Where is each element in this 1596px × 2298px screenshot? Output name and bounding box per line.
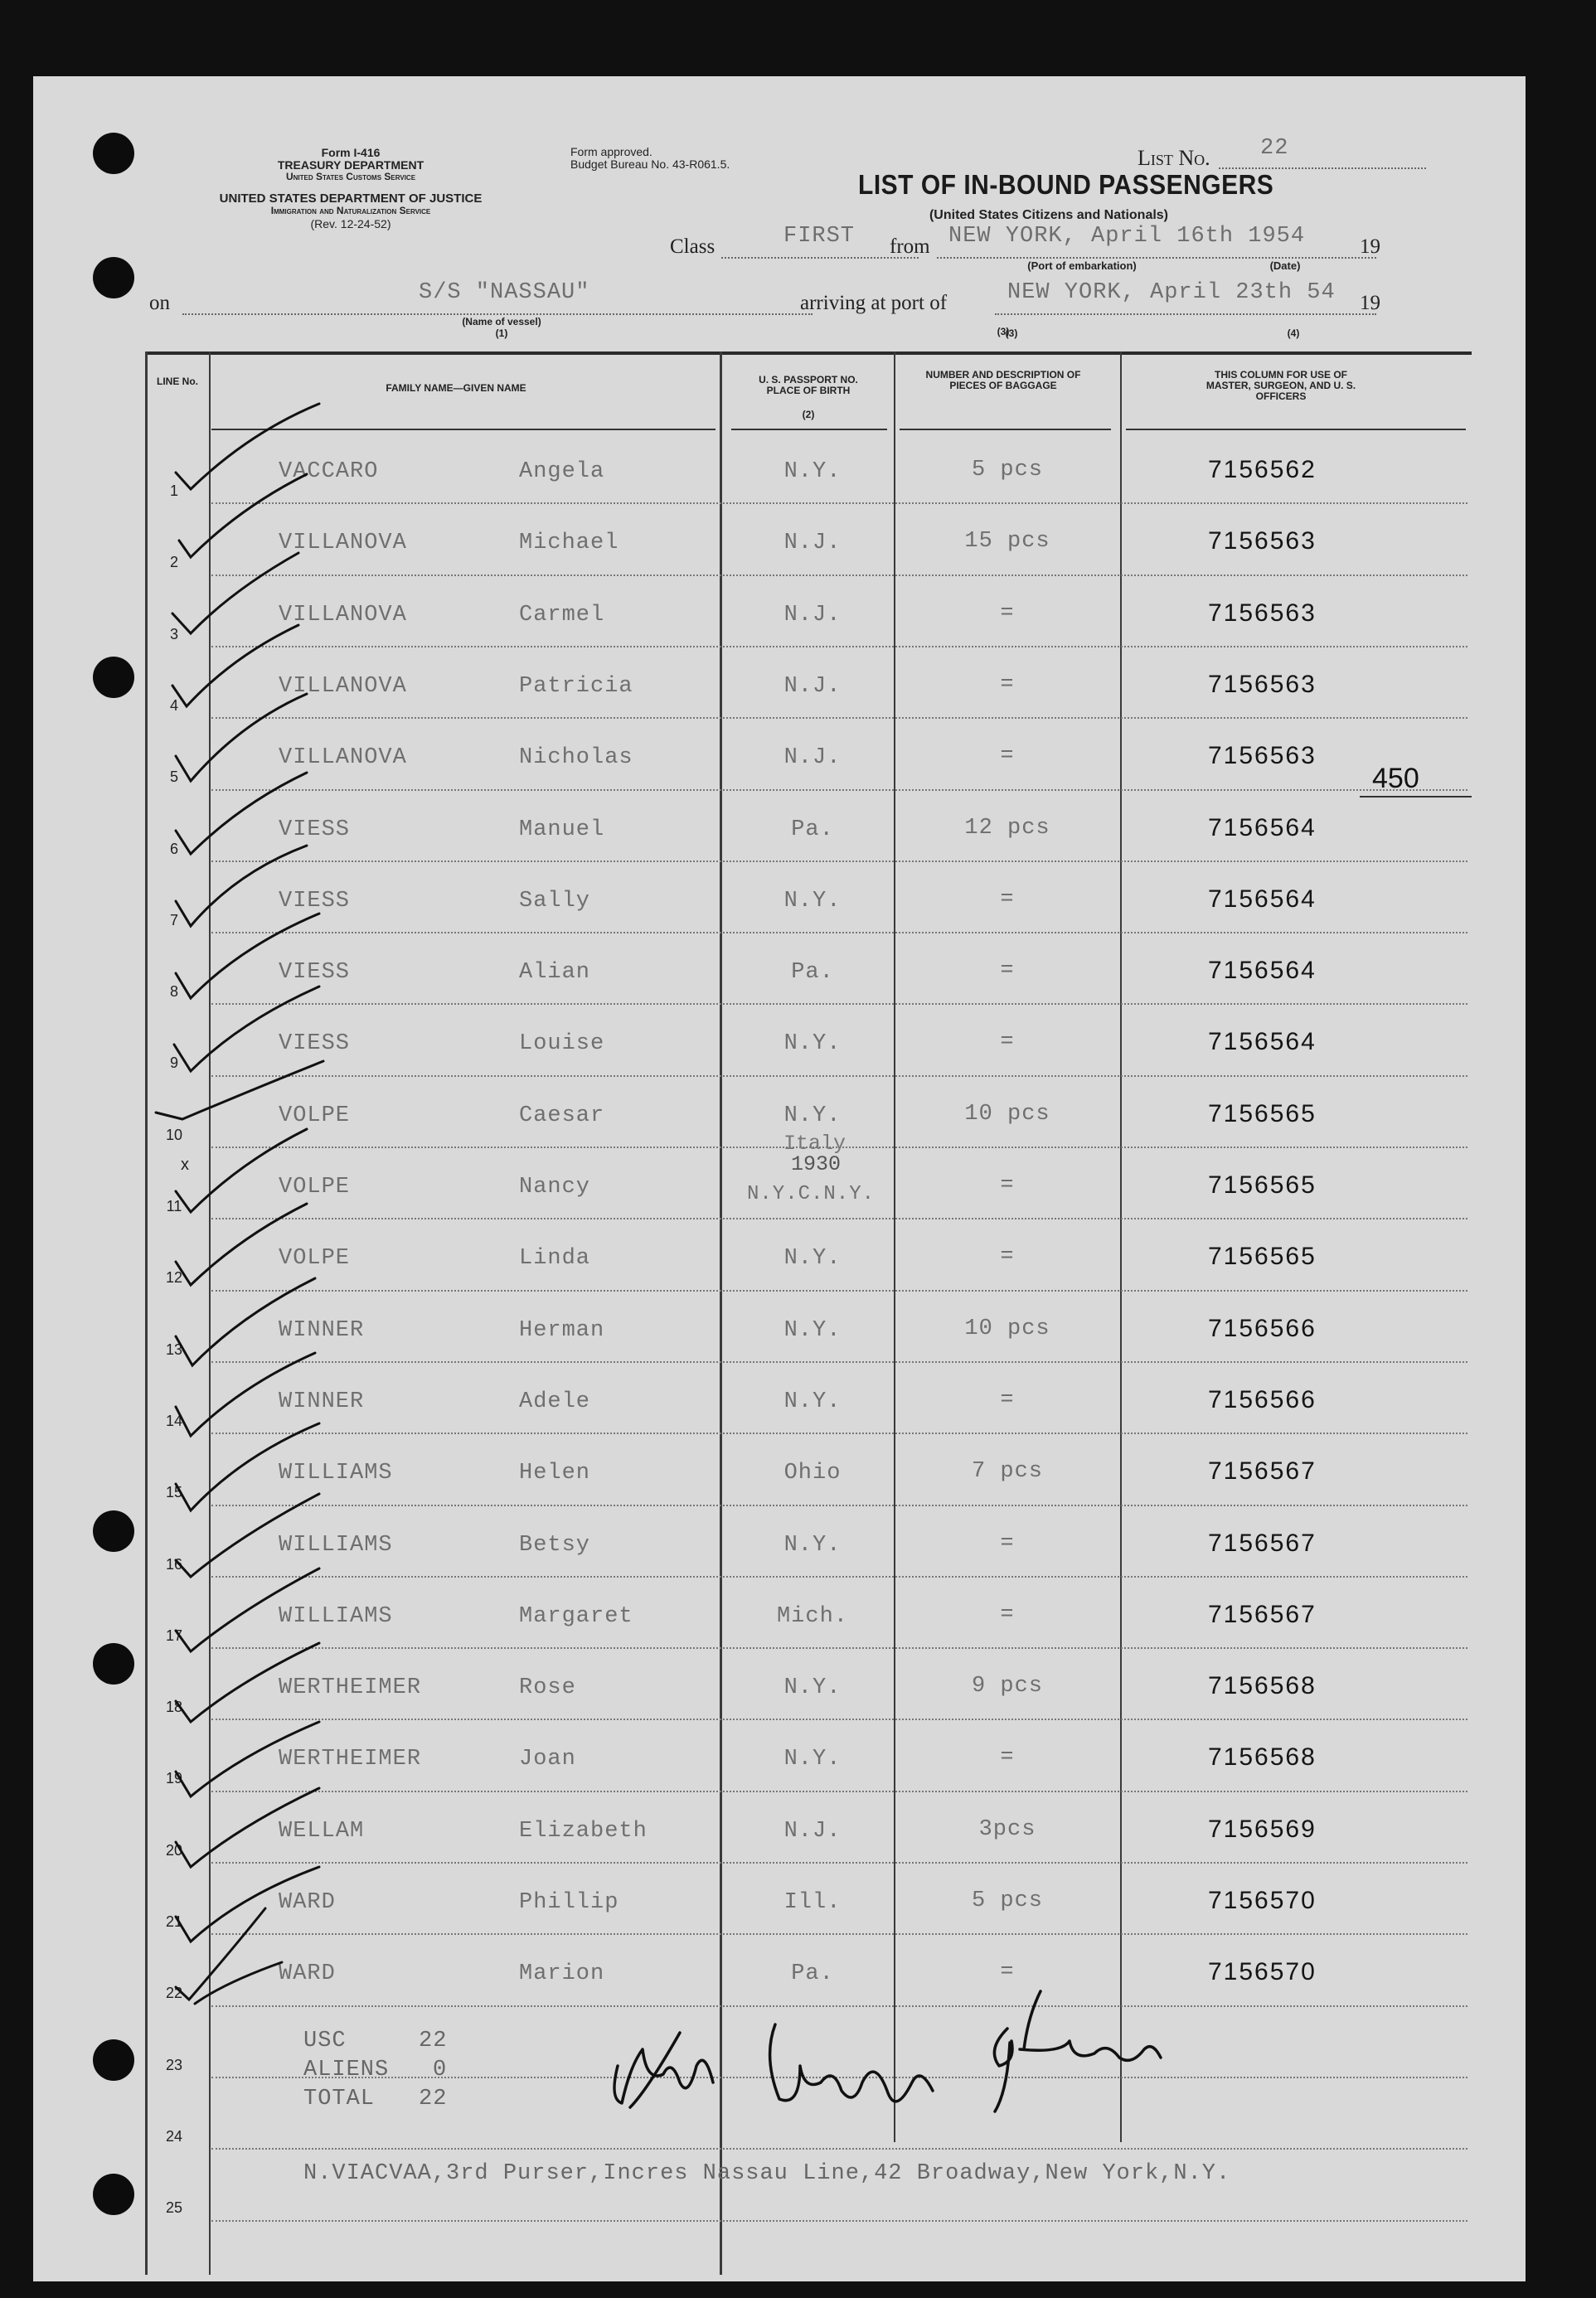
- officer-number: 7156565: [1208, 1243, 1317, 1271]
- embark-caption: (Port of embarkation): [1027, 259, 1137, 272]
- place-of-birth: N.Y.: [783, 1317, 842, 1343]
- family-name: WARD: [279, 1961, 336, 1987]
- given-name: Joan: [519, 1747, 576, 1772]
- check-marks: [156, 404, 323, 2004]
- family-name: WINNER: [279, 1389, 365, 1414]
- officer-number: 7156569: [1208, 1815, 1317, 1843]
- manifest-sheet: [33, 76, 1526, 2281]
- place-of-birth: N.J.: [783, 602, 842, 628]
- ins-service: Immigration and Naturalization Service: [270, 205, 431, 216]
- check-mark: [172, 625, 298, 706]
- totals-total-value: 22: [419, 2087, 448, 2111]
- on-label: on: [149, 292, 170, 314]
- line-number: 5: [169, 768, 178, 786]
- date-caption: (Date): [1269, 259, 1301, 272]
- year-suffix: 19: [1360, 235, 1380, 258]
- signature-scrawl: [614, 1991, 1161, 2111]
- baggage: 5 pcs: [971, 458, 1043, 482]
- check-mark: [176, 846, 307, 926]
- given-name: Angela: [519, 459, 605, 484]
- form-number: Form I-416: [321, 146, 381, 159]
- class-label: Class: [670, 235, 716, 258]
- family-name: WERTHEIMER: [279, 1675, 422, 1701]
- given-name: Adele: [519, 1389, 591, 1414]
- arriving-value: NEW YORK, April 23th 54: [1007, 280, 1336, 305]
- margin-note: 450: [1372, 763, 1419, 794]
- given-name: Patricia: [519, 673, 633, 699]
- family-name: WERTHEIMER: [279, 1747, 422, 1772]
- col-header-passport-no: (2): [802, 409, 815, 420]
- check-mark: [176, 1643, 319, 1722]
- check-mark: [176, 694, 307, 781]
- col-header-name: FAMILY NAME—GIVEN NAME: [386, 382, 526, 394]
- totals-aliens-value: 0: [433, 2058, 448, 2082]
- row-check-mark-x: x: [181, 1156, 189, 1174]
- family-name: VIESS: [279, 817, 351, 842]
- totals-usc-label: USC: [303, 2029, 347, 2053]
- line-number: 9: [169, 1054, 178, 1072]
- line-number: 7: [169, 911, 178, 928]
- caption-3: (3): [1005, 327, 1018, 339]
- family-name: VOLPE: [279, 1103, 351, 1128]
- check-mark: [174, 987, 319, 1071]
- check-mark: [176, 914, 319, 998]
- given-name: Margaret: [519, 1603, 633, 1629]
- place-of-birth: N.Y.C.N.Y.: [746, 1183, 876, 1205]
- baggage: =: [1000, 671, 1015, 697]
- check-mark: [176, 1129, 307, 1212]
- officer-number: 7156563: [1208, 742, 1317, 770]
- check-mark: [176, 1353, 315, 1436]
- baggage: =: [1000, 1960, 1015, 1985]
- baggage: =: [1000, 600, 1015, 626]
- given-name: Phillip: [519, 1890, 619, 1915]
- family-name: WILLIAMS: [279, 1532, 393, 1558]
- given-name: Helen: [519, 1461, 591, 1486]
- check-mark: [176, 1423, 319, 1510]
- given-name: Alian: [519, 960, 591, 986]
- baggage: =: [1000, 1030, 1015, 1055]
- officer-number: 7156562: [1208, 456, 1317, 483]
- form-title: LIST OF IN-BOUND PASSENGERS: [858, 170, 1274, 201]
- year-suffix-2: 19: [1360, 292, 1380, 314]
- place-of-birth: N.Y.: [783, 888, 842, 914]
- line-number: 6: [169, 840, 178, 857]
- arriving-label: arriving at port of: [800, 292, 948, 314]
- family-name: VILLANOVA: [279, 531, 407, 556]
- family-name: WELLAM: [279, 1818, 365, 1844]
- given-name: Louise: [519, 1031, 605, 1057]
- line-number: 11: [166, 1198, 182, 1214]
- family-name: VILLANOVA: [279, 602, 407, 628]
- family-name: VOLPE: [279, 1175, 351, 1200]
- baggage: =: [1000, 1745, 1015, 1771]
- place-of-birth: N.Y.: [783, 1675, 842, 1701]
- line-number: 3: [169, 625, 178, 642]
- form-revision: (Rev. 12-24-52): [310, 217, 391, 230]
- caption-4: (4): [1287, 327, 1300, 339]
- family-name: VILLANOVA: [279, 673, 407, 699]
- baggage: 5 pcs: [971, 1888, 1043, 1913]
- place-of-birth: N.J.: [783, 531, 842, 556]
- given-name: Herman: [519, 1317, 605, 1343]
- given-name: Linda: [519, 1246, 591, 1272]
- place-of-birth: Pa.: [791, 1961, 834, 1987]
- line-number: 10: [165, 1126, 183, 1143]
- check-mark: [176, 1722, 319, 1796]
- family-name: WILLIAMS: [279, 1461, 393, 1486]
- line-number: 23: [165, 2056, 183, 2073]
- line-number: 16: [165, 1555, 183, 1573]
- baggage: =: [1000, 1530, 1015, 1556]
- birth-note-italy: Italy: [783, 1132, 847, 1156]
- given-name: Elizabeth: [519, 1818, 648, 1844]
- place-of-birth: N.Y.: [783, 1389, 842, 1414]
- baggage: =: [1000, 1173, 1015, 1198]
- line-number: 24: [165, 2127, 183, 2145]
- col-header-officers: THIS COLUMN FOR USE OF MASTER, SURGEON, AND U. S. OFFICERS: [1205, 369, 1356, 402]
- given-name: Nicholas: [519, 745, 633, 771]
- line-number: 1: [169, 482, 178, 499]
- officer-number: 7156566: [1208, 1314, 1317, 1342]
- place-of-birth: Pa.: [791, 817, 834, 842]
- baggage: 9 pcs: [971, 1674, 1043, 1699]
- form-subtitle: (United States Citizens and Nationals): [929, 208, 1169, 222]
- line-number: 21: [165, 1913, 183, 1930]
- totals-aliens-label: ALIENS: [303, 2058, 390, 2082]
- place-of-birth: N.J.: [783, 745, 842, 771]
- line-number: 13: [165, 1340, 183, 1358]
- check-mark: [176, 1204, 307, 1285]
- officer-number: 7156566: [1208, 1385, 1317, 1413]
- col-header-line: LINE No.: [157, 376, 198, 387]
- officer-number: 7156565: [1208, 1171, 1317, 1199]
- place-of-birth: N.J.: [783, 673, 842, 699]
- handwriting-layer: [33, 76, 1526, 2281]
- family-name: VOLPE: [279, 1246, 351, 1272]
- customs-service: United States Customs Service: [285, 171, 416, 182]
- line-number: 17: [165, 1627, 183, 1644]
- baggage: =: [1000, 1244, 1015, 1270]
- line-number: 15: [165, 1484, 183, 1501]
- family-name: WINNER: [279, 1317, 365, 1343]
- purser-line: N.VIACVAA,3rd Purser,Incres Nassau Line,42 Broadway,New York,N.Y.: [303, 2161, 1231, 2186]
- list-no-label: List No.: [1138, 146, 1210, 170]
- officer-number: 7156570: [1208, 1887, 1317, 1914]
- given-name: Nancy: [519, 1175, 591, 1200]
- given-name: Sally: [519, 888, 591, 914]
- form-approved: Form approved.: [570, 145, 652, 158]
- baggage: =: [1000, 958, 1015, 984]
- line-number: 14: [165, 1412, 183, 1429]
- officer-number: 7156568: [1208, 1672, 1317, 1700]
- class-value: FIRST: [783, 224, 856, 249]
- officer-number: 7156565: [1208, 1099, 1317, 1127]
- vessel-value: S/S "NASSAU": [419, 280, 590, 305]
- line-number: 18: [165, 1699, 183, 1716]
- col-header-baggage-no: (3): [997, 326, 1010, 337]
- place-of-birth: N.J.: [783, 1818, 842, 1844]
- line-number: 22: [165, 1985, 183, 2002]
- place-of-birth: N.Y.: [783, 1103, 842, 1128]
- baggage: 7 pcs: [971, 1459, 1043, 1485]
- line-number: 8: [169, 983, 178, 1001]
- given-name: Rose: [519, 1675, 576, 1701]
- check-mark: [176, 1494, 319, 1577]
- family-name: VIESS: [279, 1031, 351, 1057]
- line-number: 19: [165, 1770, 183, 1787]
- baggage: =: [1000, 1387, 1015, 1413]
- line-number: 4: [169, 696, 178, 714]
- baggage: 3pcs: [978, 1816, 1036, 1842]
- place-of-birth: N.Y.: [783, 1031, 842, 1057]
- place-of-birth: Mich.: [776, 1603, 848, 1629]
- officer-number: 7156563: [1208, 670, 1317, 698]
- check-mark: [179, 474, 307, 557]
- birth-note-year: 1930: [791, 1152, 842, 1176]
- officer-number: 7156567: [1208, 1457, 1317, 1486]
- line-number: 25: [165, 2199, 183, 2217]
- given-name: Manuel: [519, 817, 605, 842]
- place-of-birth: Pa.: [791, 960, 834, 986]
- line-number: 2: [169, 554, 178, 571]
- baggage: 15 pcs: [964, 529, 1050, 555]
- justice-dept: UNITED STATES DEPARTMENT OF JUSTICE: [219, 192, 483, 206]
- given-name: Betsy: [519, 1532, 591, 1558]
- budget-bureau: Budget Bureau No. 43-R061.5.: [570, 158, 730, 171]
- officer-number: 7156563: [1208, 599, 1317, 627]
- family-name: VIESS: [279, 888, 351, 914]
- officer-number: 7156570: [1208, 1958, 1317, 1986]
- given-name: Caesar: [519, 1103, 605, 1128]
- baggage: 10 pcs: [964, 1101, 1050, 1127]
- totals-total-label: TOTAL: [303, 2087, 376, 2111]
- check-mark: [176, 1278, 315, 1365]
- check-mark: [176, 1568, 319, 1651]
- family-name: VIESS: [279, 960, 351, 986]
- vessel-caption: (Name of vessel): [462, 316, 541, 327]
- officer-number: 7156567: [1208, 1600, 1317, 1628]
- from-value: NEW YORK, April 16th 1954: [948, 224, 1306, 249]
- check-mark: [172, 553, 298, 633]
- place-of-birth: Ohio: [783, 1461, 842, 1486]
- check-mark: [176, 1908, 265, 2000]
- officer-number: 7156564: [1208, 813, 1317, 841]
- given-name: Carmel: [519, 602, 605, 628]
- officer-number: 7156568: [1208, 1743, 1317, 1772]
- family-name: VACCARO: [279, 459, 379, 484]
- place-of-birth: N.Y.: [783, 1246, 842, 1272]
- check-mark: [176, 1788, 319, 1867]
- line-number: 12: [165, 1269, 183, 1287]
- line-number: 20: [165, 1841, 183, 1859]
- check-mark: [156, 1061, 323, 1119]
- officer-number: 7156564: [1208, 1028, 1317, 1056]
- family-name: VILLANOVA: [279, 745, 407, 771]
- place-of-birth: N.Y.: [783, 1532, 842, 1558]
- totals-usc-value: 22: [419, 2029, 448, 2053]
- place-of-birth: N.Y.: [783, 459, 842, 484]
- family-name: WARD: [279, 1890, 336, 1915]
- given-name: Michael: [519, 531, 619, 556]
- place-of-birth: Ill.: [783, 1890, 842, 1915]
- baggage: 12 pcs: [964, 815, 1050, 841]
- place-of-birth: N.Y.: [783, 1747, 842, 1772]
- baggage: =: [1000, 1602, 1015, 1627]
- officer-number: 7156567: [1208, 1529, 1317, 1557]
- officer-number: 7156564: [1208, 885, 1317, 913]
- officer-number: 7156563: [1208, 527, 1317, 555]
- check-mark: [195, 1962, 282, 2004]
- check-mark: [176, 404, 319, 489]
- from-label: from: [890, 235, 930, 258]
- list-no-value: 22: [1260, 136, 1289, 161]
- baggage: 10 pcs: [964, 1316, 1050, 1341]
- baggage: =: [1000, 744, 1015, 769]
- check-mark: [176, 773, 307, 854]
- treasury-dept: TREASURY DEPARTMENT: [277, 158, 424, 172]
- vessel-caption-no: (1): [495, 327, 508, 339]
- officer-number: 7156564: [1208, 957, 1317, 985]
- col-header-baggage: NUMBER AND DESCRIPTION OF PIECES OF BAGGAGE: [925, 369, 1081, 391]
- family-name: WILLIAMS: [279, 1603, 393, 1629]
- given-name: Marion: [519, 1961, 605, 1987]
- col-header-passport: U. S. PASSPORT NO. PLACE OF BIRTH: [759, 374, 858, 396]
- baggage: =: [1000, 886, 1015, 912]
